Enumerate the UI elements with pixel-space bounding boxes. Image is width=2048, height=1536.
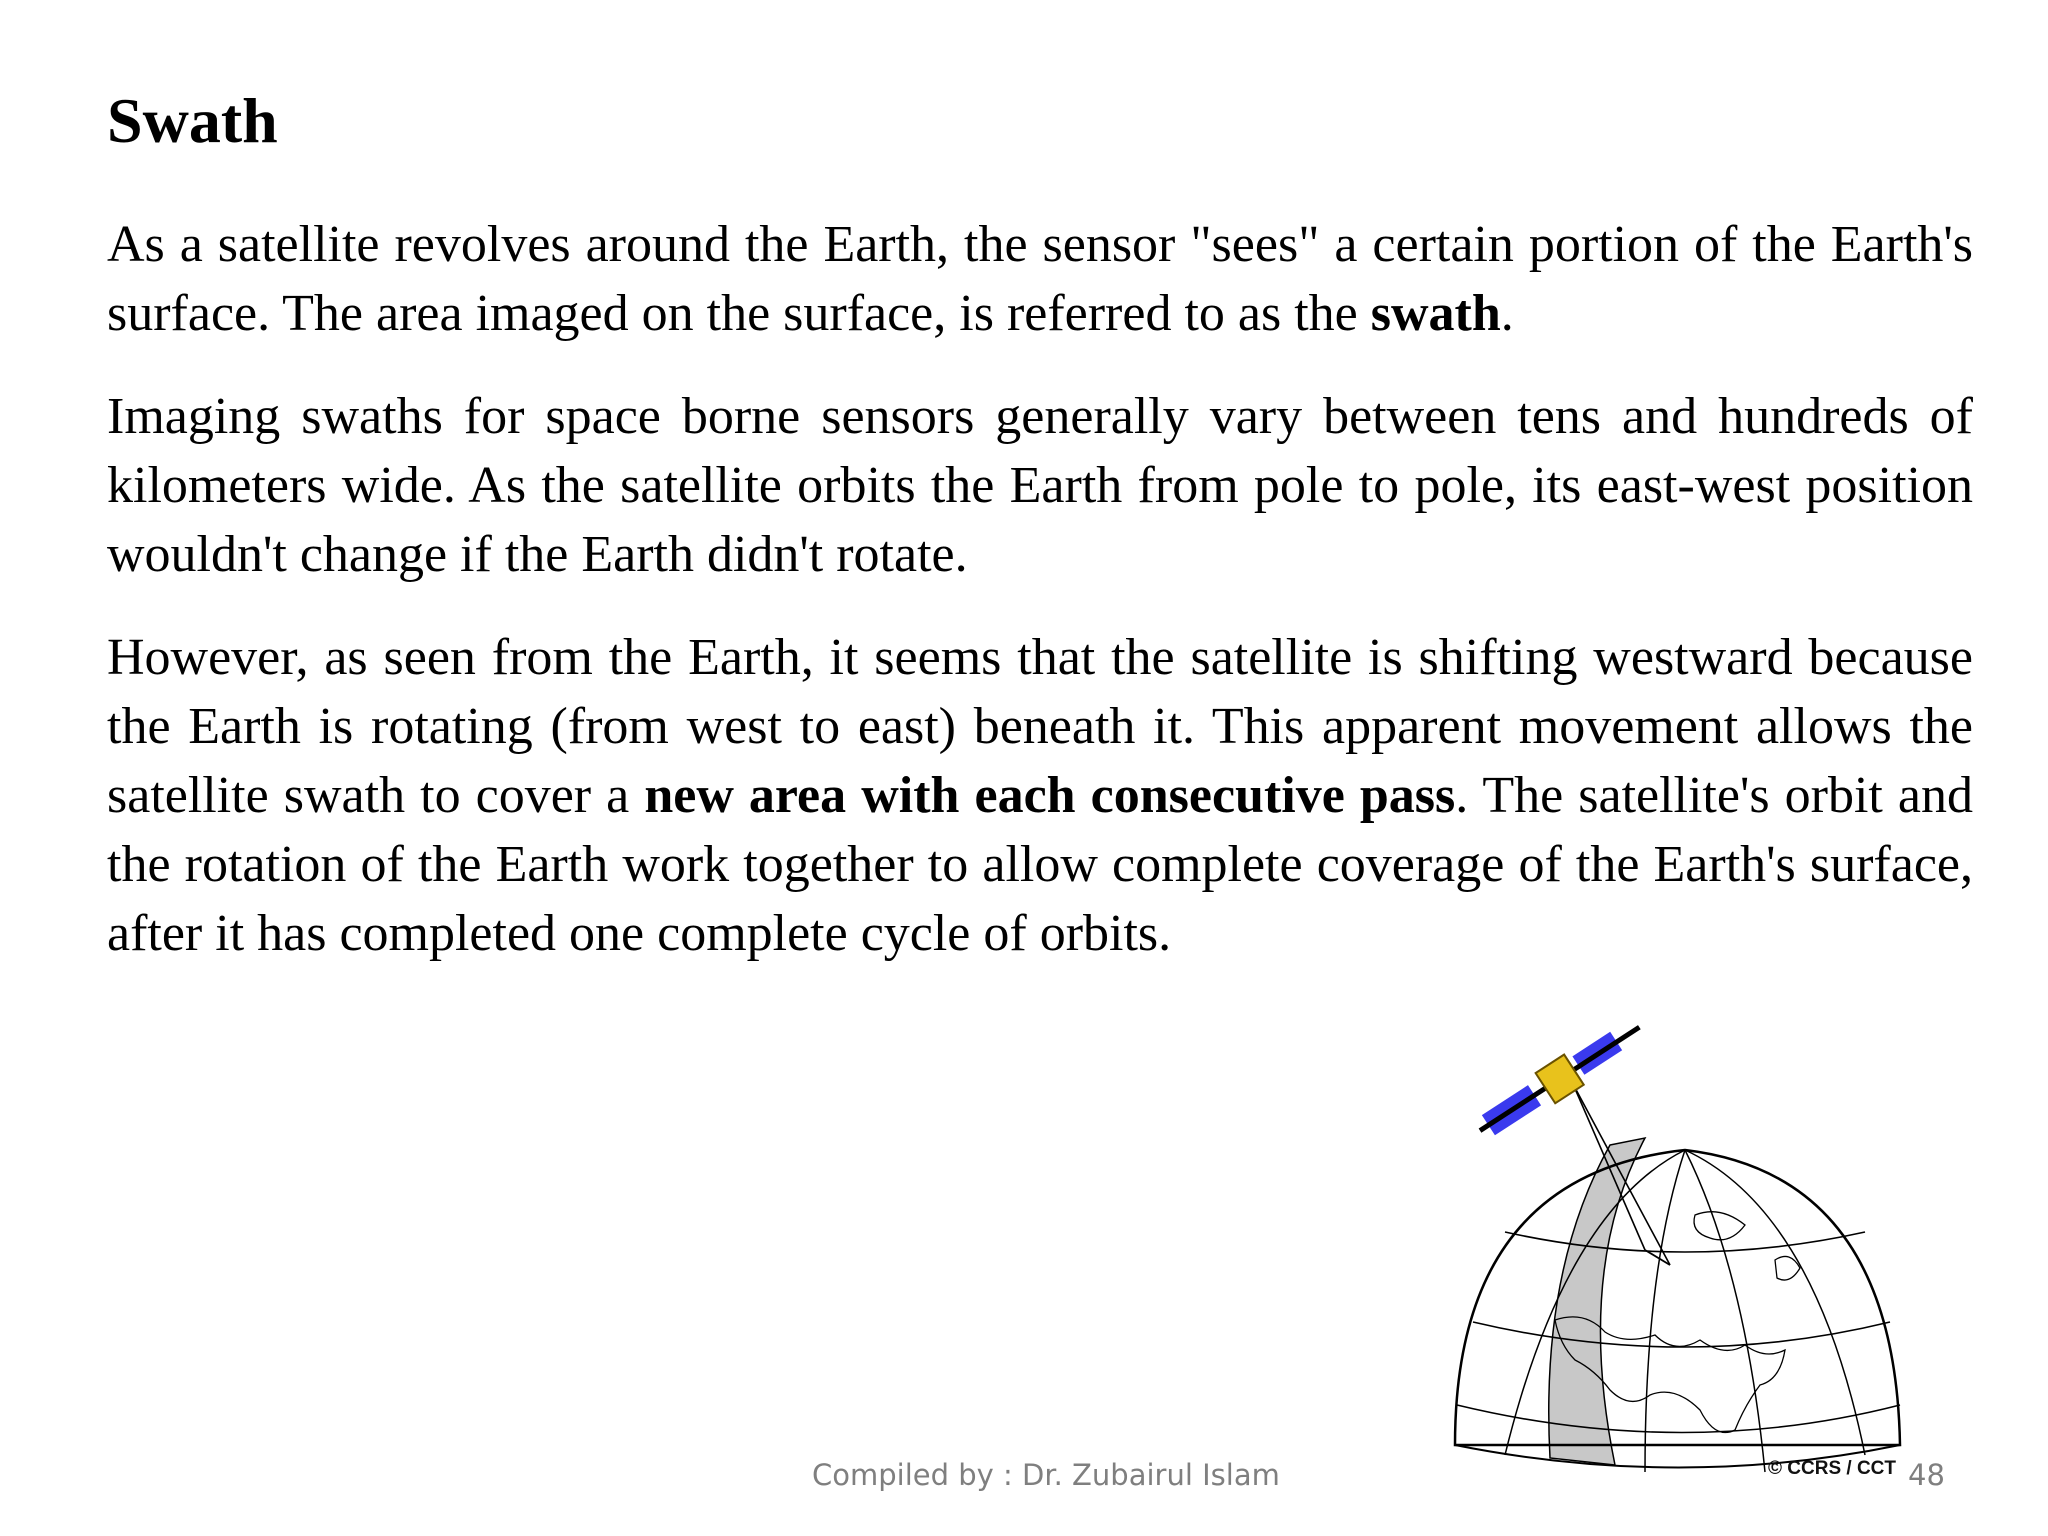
- paragraph-text: Imaging swaths for space borne sensors generally vary between tens and hundreds of kilometers wide. As the satellite orbits the Earth from pole to pole, its east-west position wouldn't change if the Earth didn't rotate.: [107, 388, 1973, 583]
- paragraph-text: However, as seen from the Earth, it seems that the satellite is shifting westward because the Earth is rotating (from west to east) beneath it. This apparent movement allows the satellite swath to cover a: [107, 629, 1973, 824]
- latitude-line: [1457, 1405, 1900, 1433]
- footer-author: Compiled by : Dr. Zubairul Islam: [812, 1458, 1280, 1492]
- continent-outline: [1775, 1256, 1800, 1280]
- longitude-line: [1685, 1150, 1865, 1455]
- longitude-line: [1685, 1150, 1765, 1472]
- paragraph-text: . The satellite's orbit and the rotation of the Earth work together to allow complete coverage of the Earth's surface, after it has completed one complete cycle of orbits.: [107, 767, 1973, 962]
- globe-outline: [1455, 1150, 1900, 1445]
- paragraph-earth-rotation: [107, 623, 1973, 968]
- image-credit: © CCRS / CCT: [1768, 1458, 1896, 1479]
- satellite-swath-svg: [1445, 1010, 1915, 1480]
- bold-phrase-new-area: new area with each consecutive pass: [644, 767, 1456, 824]
- swath-band: [1549, 1138, 1645, 1465]
- paragraph-text: As a satellite revolves around the Earth, the sensor "sees" a certain portion of the Earth's surface. The area imaged on the surface, is referred to as the: [107, 216, 1973, 342]
- satellite-icon: [1470, 1012, 1649, 1146]
- longitude-line: [1645, 1150, 1685, 1472]
- slide-title: Swath: [107, 85, 278, 156]
- bold-term-swath: swath: [1370, 285, 1501, 342]
- paragraph-swath-width: [107, 382, 1973, 589]
- latitude-line: [1505, 1232, 1865, 1252]
- paragraph-text: .: [1500, 285, 1514, 342]
- page-number: 48: [1908, 1458, 1945, 1492]
- satellite-swath-illustration: [1445, 1010, 1915, 1480]
- slide-body: [107, 210, 1973, 1002]
- paragraph-swath-definition: [107, 210, 1973, 348]
